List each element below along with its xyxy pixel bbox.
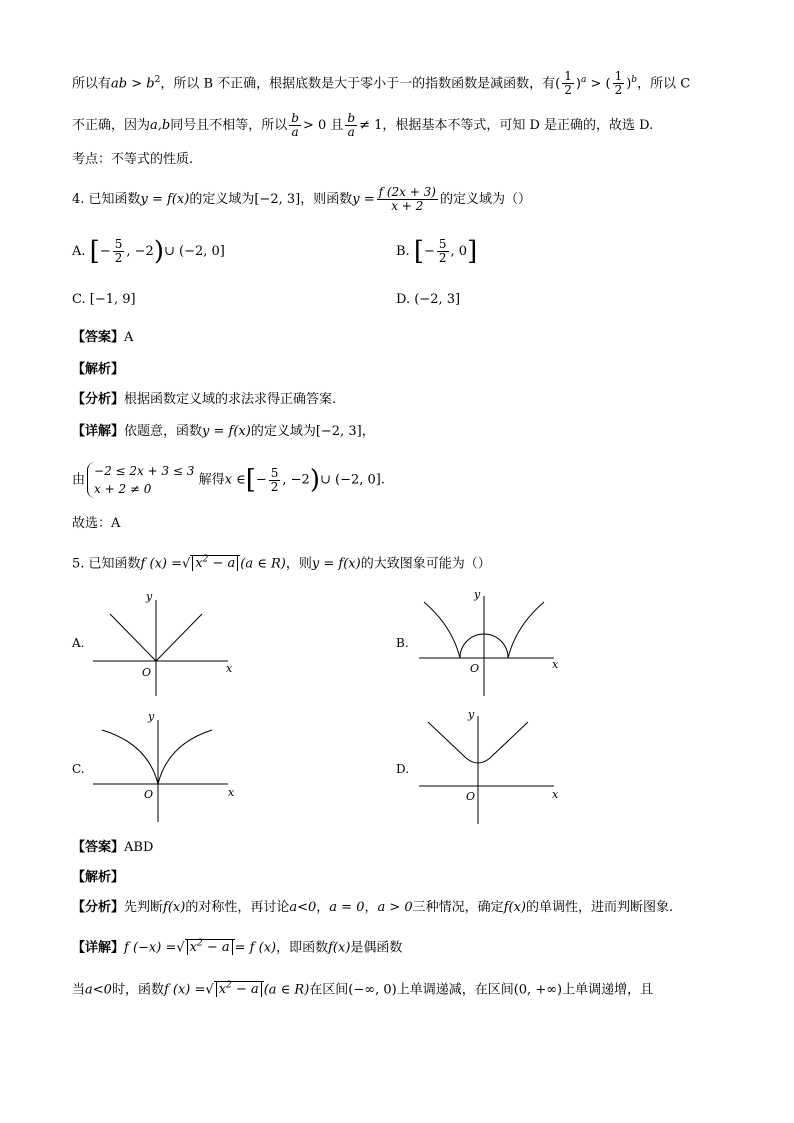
math-expr: y =	[352, 192, 375, 207]
option-value: (−2, 3]	[414, 292, 461, 307]
operator: >	[590, 76, 602, 92]
tag: 【分析】	[72, 392, 125, 407]
text: 的定义域为（）	[439, 192, 531, 207]
q4-option-d	[396, 290, 460, 310]
curve-left	[424, 602, 460, 658]
q5-option-d-label: D.	[396, 762, 410, 776]
q5-option-c-label: C.	[72, 762, 85, 776]
text: 的定义域为	[250, 424, 316, 439]
superscript: 2	[202, 555, 209, 565]
math-expr: y = f(x)	[311, 556, 361, 572]
y-axis-label: y	[468, 708, 475, 721]
math-expr: [−2, 3]	[254, 192, 301, 207]
math-expr: x	[189, 940, 197, 956]
text: , 0	[450, 244, 468, 259]
math-expr: y = f(x)	[202, 424, 251, 439]
equation: x + 2 ≠ 0	[94, 482, 152, 496]
text: 同号且不相等，所以	[170, 118, 288, 133]
math-expr: a<0	[289, 900, 317, 915]
math-expr: a = 0	[329, 900, 365, 915]
text: −	[99, 244, 111, 259]
math-expr: (−∞, 0)	[348, 982, 397, 998]
text: 上单调递减，在区间	[396, 982, 514, 998]
q4-analysis-tag	[72, 360, 124, 380]
q5-answer	[72, 838, 153, 858]
math-expr: a<0	[85, 982, 112, 998]
curve-right	[508, 602, 544, 658]
text: ，即函数	[276, 940, 329, 956]
equation: −2 ≤ 2x + 3 ≤ 3	[94, 464, 195, 478]
text: 是偶函数	[350, 940, 403, 956]
math-expr: = f (x)	[234, 940, 277, 956]
text: ，所以 C	[637, 76, 691, 92]
math-expr: x	[218, 982, 227, 998]
text: 不正确，因为	[72, 118, 151, 133]
bracket: [	[413, 236, 424, 267]
text: 三种情况，确定	[412, 900, 504, 915]
text: > 0 且	[302, 118, 344, 133]
math-expr: f (x) =	[140, 556, 182, 572]
q4-xiangjie	[72, 422, 375, 442]
math-expr: x	[195, 556, 203, 572]
q4-option-c	[72, 290, 136, 310]
text: , −2	[126, 244, 154, 259]
math-expr: (0, +∞)	[513, 982, 563, 998]
fraction: $\frac{b}{a}$	[347, 111, 356, 139]
origin-label: O	[142, 666, 152, 679]
curve-left	[102, 730, 158, 784]
superscript: 2	[226, 981, 232, 991]
fraction: $\frac{1}{2}$	[614, 69, 623, 98]
q4-fenxi	[72, 390, 336, 410]
q4-stem	[72, 186, 531, 213]
text: ，	[364, 900, 378, 915]
sqrt-expression: √ $x^2 - a$	[176, 939, 234, 955]
text: , −2	[282, 472, 310, 488]
origin-label: O	[466, 790, 476, 803]
math-expr: f(x)	[163, 900, 186, 915]
math-expr: − a	[208, 556, 236, 572]
math-expr: x ∈	[224, 472, 246, 488]
option-label: A.	[72, 244, 86, 259]
text: 由	[72, 472, 86, 488]
x-axis-label: x	[552, 658, 559, 671]
math-expr: − a	[202, 940, 230, 956]
text: ，	[361, 424, 375, 439]
text: ，所以 B 不正确，根据底数是大于零小于一的指数函数是减函数，有	[160, 76, 556, 92]
text: 在区间	[309, 982, 349, 998]
equation-system	[87, 462, 194, 498]
tag: 【详解】	[72, 940, 125, 956]
q5-last-line	[72, 976, 653, 1000]
tag: 【解析】	[72, 870, 125, 885]
q5-graph-d	[414, 708, 564, 828]
kaodian: 考点：不等式的性质.	[72, 152, 194, 167]
math-expr: f (−x) =	[124, 940, 177, 956]
text: ∪ (−2, 0]	[163, 244, 225, 259]
q5-xiangjie	[72, 934, 402, 958]
math-expr: (a ∈ R)	[263, 982, 310, 998]
q5-fenxi	[72, 898, 673, 918]
curve-right	[158, 730, 212, 784]
fraction: $\frac{5}{2}$	[438, 237, 447, 265]
tag: 【答案】	[72, 330, 125, 345]
tag: 【详解】	[72, 424, 125, 439]
superscript: a	[580, 75, 587, 85]
superscript: 2	[197, 939, 203, 949]
answer-value: ABD	[124, 840, 154, 855]
y-axis-label: y	[148, 710, 155, 723]
text: ，则函数	[300, 192, 353, 207]
q5-graph-a	[88, 588, 248, 698]
q4-option-a	[72, 238, 225, 265]
text: ∪ (−2, 0].	[319, 472, 385, 488]
x-axis-label: x	[228, 786, 235, 799]
text: −	[255, 472, 267, 488]
q4-guxuan: 故选：A	[72, 516, 121, 531]
option-value: [−1, 9]	[89, 292, 136, 307]
text: 的对称性，再讨论	[185, 900, 290, 915]
sqrt-expression: √ $x^2 - a$	[205, 981, 263, 997]
sqrt-expression: √ $x^2 - a$	[182, 555, 240, 571]
text: 的单调性，进而判断图象.	[525, 900, 674, 915]
q4-option-b	[396, 238, 477, 265]
text: 当	[72, 982, 86, 998]
text: −	[423, 244, 435, 259]
tag: 【分析】	[72, 900, 125, 915]
q5-analysis-tag	[72, 868, 124, 888]
bracket: [	[89, 236, 100, 267]
math-expr: f (x) =	[163, 982, 206, 998]
paragraph-1: 所以有ab > $b^2$，所以 B 不正确，根据底数是大于零小于一的指数函数是减函数，有( $\frac{1}{2}$ )$^a$ > ( $\frac{1}{2}$ )$^b$，所以 C	[72, 69, 691, 98]
superscript: b	[631, 75, 638, 85]
math-expr: [−2, 3]	[315, 424, 362, 439]
q5-option-a-label: A.	[72, 636, 85, 650]
bracket: [	[245, 465, 256, 495]
math-expr: a > 0	[377, 900, 413, 915]
bracket: )	[153, 236, 164, 267]
answer-value: A	[124, 330, 134, 345]
option-label: C.	[72, 292, 86, 307]
x-axis-label: x	[552, 788, 559, 801]
text: 先判断	[124, 900, 164, 915]
text: 5. 已知函数	[72, 556, 141, 572]
math-expr: (a ∈ R)	[240, 556, 286, 572]
text: ，根据基本不等式，可知 D 是正确的，故选 D.	[382, 118, 654, 133]
math-expr: ab > b	[111, 76, 155, 92]
math-expr: y = f(x)	[140, 192, 190, 207]
x-axis-label: x	[226, 662, 233, 675]
option-label: D.	[396, 292, 411, 307]
text: ≠ 1	[359, 118, 383, 133]
origin-label: O	[144, 788, 154, 801]
text: 的定义域为	[189, 192, 255, 207]
text: 依题意，函数	[124, 424, 203, 439]
text: 上单调递增，且	[562, 982, 654, 998]
tag: 【解析】	[72, 362, 125, 377]
fraction: $\frac{f (2x + 3)}{x + 2}$	[378, 185, 436, 213]
q5-stem	[72, 550, 491, 574]
q4-answer	[72, 328, 133, 348]
fraction: $\frac{5}{2}$	[114, 237, 123, 265]
text: 所以有	[72, 76, 112, 92]
text: ，	[316, 900, 330, 915]
math-expr: f(x)	[503, 900, 526, 915]
origin-label: O	[470, 662, 480, 675]
q4-system	[72, 462, 385, 499]
y-axis-label: y	[474, 588, 481, 601]
bracket: )	[309, 465, 320, 495]
q5-graph-c	[88, 708, 248, 828]
fraction: $\frac{b}{a}$	[291, 111, 299, 139]
tag: 【答案】	[72, 840, 125, 855]
text: 根据函数定义域的求法求得正确答案.	[124, 392, 337, 407]
fraction: $\frac{1}{2}$	[564, 69, 572, 98]
math-expr: − a	[231, 982, 259, 998]
q5-option-b-label: B.	[396, 636, 409, 650]
fraction: $\frac{5}{2}$	[270, 465, 279, 494]
math-expr: f(x)	[328, 940, 351, 956]
math-expr: a,b	[150, 118, 171, 133]
text: 的大致图象可能为（）	[360, 556, 491, 572]
superscript: 2	[154, 75, 161, 85]
option-label: B.	[396, 244, 410, 259]
text: ，则	[285, 556, 312, 572]
y-axis-label: y	[146, 590, 153, 603]
text: 时，函数	[111, 982, 164, 998]
q5-graph-b	[414, 588, 564, 698]
text: 4. 已知函数	[72, 192, 141, 207]
paragraph-2	[72, 112, 653, 139]
bracket: ]	[467, 236, 478, 267]
text: 解得	[198, 472, 225, 488]
